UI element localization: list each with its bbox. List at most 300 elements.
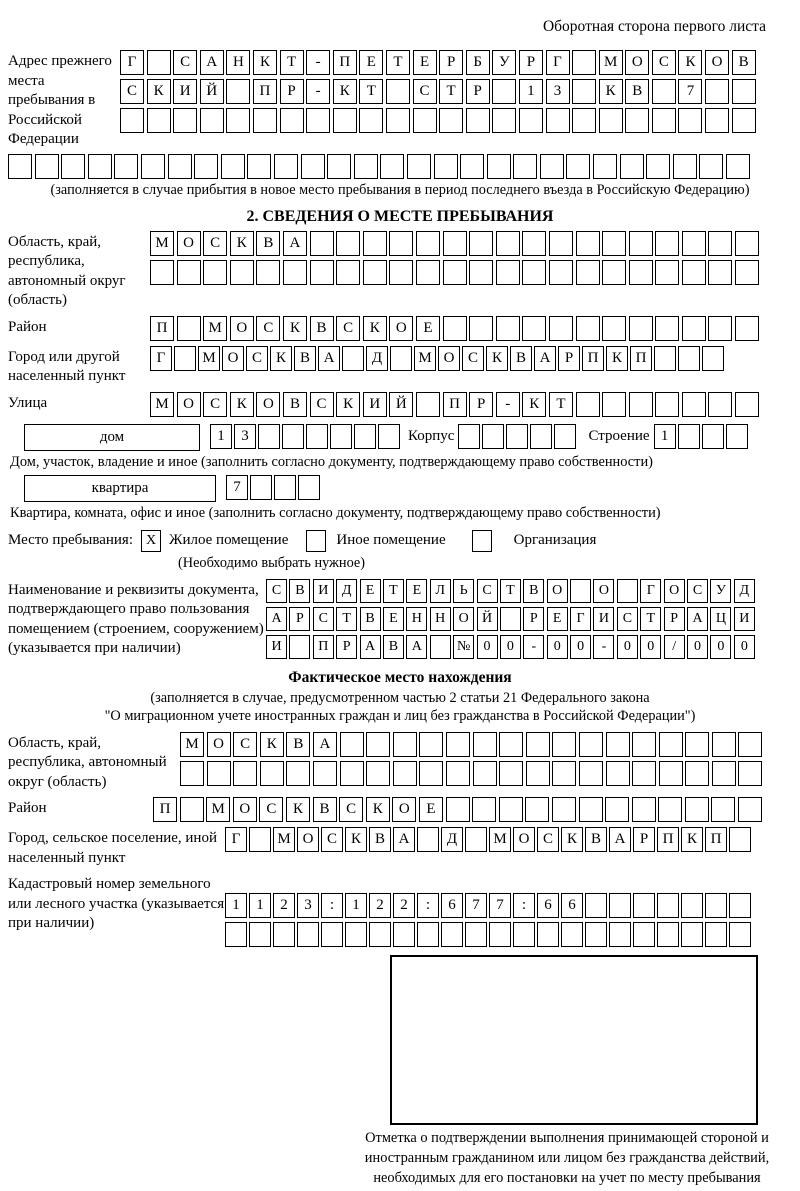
- char-cell[interactable]: [430, 635, 451, 659]
- char-cell[interactable]: С: [203, 231, 227, 256]
- char-cell[interactable]: И: [593, 607, 614, 631]
- char-cell[interactable]: Т: [359, 79, 383, 104]
- char-cell[interactable]: [652, 108, 676, 133]
- char-cell[interactable]: О: [256, 392, 280, 417]
- char-cell[interactable]: [602, 260, 626, 285]
- char-cell[interactable]: К: [270, 346, 292, 371]
- char-cell[interactable]: [609, 893, 631, 918]
- char-cell[interactable]: [354, 424, 376, 449]
- char-cell[interactable]: [465, 922, 487, 947]
- char-cell[interactable]: В: [510, 346, 532, 371]
- char-cell[interactable]: Й: [200, 79, 224, 104]
- char-cell[interactable]: [386, 108, 410, 133]
- checkbox-residential[interactable]: X: [141, 530, 161, 552]
- char-cell[interactable]: [473, 732, 497, 757]
- char-cell[interactable]: [602, 316, 626, 341]
- char-cell[interactable]: [708, 392, 732, 417]
- char-cell[interactable]: В: [289, 579, 310, 603]
- char-cell[interactable]: А: [393, 827, 415, 852]
- char-cell[interactable]: [632, 797, 656, 822]
- char-cell[interactable]: [147, 108, 171, 133]
- char-cell[interactable]: М: [150, 392, 174, 417]
- char-cell[interactable]: Ц: [710, 607, 731, 631]
- char-cell[interactable]: [572, 108, 596, 133]
- char-cell[interactable]: С: [203, 392, 227, 417]
- char-cell[interactable]: [443, 231, 467, 256]
- char-cell[interactable]: Е: [360, 579, 381, 603]
- char-cell[interactable]: С: [652, 50, 676, 75]
- char-cell[interactable]: Г: [120, 50, 144, 75]
- char-cell[interactable]: С: [266, 579, 287, 603]
- char-cell[interactable]: [340, 761, 364, 786]
- char-cell[interactable]: С: [246, 346, 268, 371]
- char-cell[interactable]: Т: [386, 50, 410, 75]
- char-cell[interactable]: [207, 761, 231, 786]
- char-cell[interactable]: Е: [359, 50, 383, 75]
- char-cell[interactable]: [496, 231, 520, 256]
- char-cell[interactable]: [407, 154, 431, 179]
- char-cell[interactable]: [492, 108, 516, 133]
- char-cell[interactable]: [682, 260, 706, 285]
- char-cell[interactable]: [458, 424, 480, 449]
- char-cell[interactable]: [419, 732, 443, 757]
- char-cell[interactable]: [469, 316, 493, 341]
- char-cell[interactable]: А: [360, 635, 381, 659]
- char-cell[interactable]: [659, 732, 683, 757]
- char-cell[interactable]: [552, 761, 576, 786]
- char-cell[interactable]: [585, 893, 607, 918]
- char-cell[interactable]: А: [687, 607, 708, 631]
- char-cell[interactable]: 7: [678, 79, 702, 104]
- char-cell[interactable]: К: [366, 797, 390, 822]
- char-cell[interactable]: О: [177, 231, 201, 256]
- char-cell[interactable]: [177, 260, 201, 285]
- char-cell[interactable]: [465, 827, 487, 852]
- char-cell[interactable]: 0: [687, 635, 708, 659]
- char-cell[interactable]: [443, 260, 467, 285]
- char-cell[interactable]: П: [630, 346, 652, 371]
- char-cell[interactable]: [363, 231, 387, 256]
- char-cell[interactable]: В: [283, 392, 307, 417]
- char-cell[interactable]: [446, 732, 470, 757]
- char-cell[interactable]: [513, 922, 535, 947]
- char-cell[interactable]: Б: [466, 50, 490, 75]
- char-cell[interactable]: [61, 154, 85, 179]
- char-cell[interactable]: Т: [439, 79, 463, 104]
- char-cell[interactable]: К: [230, 392, 254, 417]
- char-cell[interactable]: Т: [549, 392, 573, 417]
- char-cell[interactable]: [310, 260, 334, 285]
- char-cell[interactable]: И: [313, 579, 334, 603]
- char-cell[interactable]: [393, 761, 417, 786]
- char-cell[interactable]: [629, 316, 653, 341]
- char-cell[interactable]: [150, 260, 174, 285]
- char-cell[interactable]: [114, 154, 138, 179]
- char-cell[interactable]: [729, 827, 751, 852]
- char-cell[interactable]: [330, 424, 352, 449]
- char-cell[interactable]: [549, 260, 573, 285]
- char-cell[interactable]: В: [625, 79, 649, 104]
- char-cell[interactable]: [141, 154, 165, 179]
- char-cell[interactable]: [646, 154, 670, 179]
- char-cell[interactable]: Г: [546, 50, 570, 75]
- char-cell[interactable]: [609, 922, 631, 947]
- char-cell[interactable]: Е: [383, 607, 404, 631]
- char-cell[interactable]: М: [414, 346, 436, 371]
- char-cell[interactable]: [593, 154, 617, 179]
- char-cell[interactable]: 1: [519, 79, 543, 104]
- char-cell[interactable]: В: [383, 635, 404, 659]
- char-cell[interactable]: [681, 893, 703, 918]
- char-cell[interactable]: [386, 79, 410, 104]
- char-cell[interactable]: К: [260, 732, 284, 757]
- char-cell[interactable]: К: [678, 50, 702, 75]
- char-cell[interactable]: О: [230, 316, 254, 341]
- char-cell[interactable]: В: [310, 316, 334, 341]
- char-cell[interactable]: [685, 797, 709, 822]
- char-cell[interactable]: [522, 231, 546, 256]
- char-cell[interactable]: [705, 893, 727, 918]
- char-cell[interactable]: [602, 231, 626, 256]
- char-cell[interactable]: И: [266, 635, 287, 659]
- char-cell[interactable]: [566, 154, 590, 179]
- char-cell[interactable]: [681, 922, 703, 947]
- char-cell[interactable]: [499, 761, 523, 786]
- char-cell[interactable]: [620, 154, 644, 179]
- char-cell[interactable]: [380, 154, 404, 179]
- char-cell[interactable]: Н: [430, 607, 451, 631]
- char-cell[interactable]: [738, 732, 762, 757]
- char-cell[interactable]: [230, 260, 254, 285]
- char-cell[interactable]: 2: [369, 893, 391, 918]
- char-cell[interactable]: [168, 154, 192, 179]
- char-cell[interactable]: [203, 260, 227, 285]
- char-cell[interactable]: М: [180, 732, 204, 757]
- char-cell[interactable]: 1: [654, 424, 676, 449]
- char-cell[interactable]: [8, 154, 32, 179]
- char-cell[interactable]: [233, 761, 257, 786]
- char-cell[interactable]: [173, 108, 197, 133]
- char-cell[interactable]: О: [438, 346, 460, 371]
- char-cell[interactable]: [472, 797, 496, 822]
- char-cell[interactable]: [657, 893, 679, 918]
- char-cell[interactable]: 0: [570, 635, 591, 659]
- char-cell[interactable]: [333, 108, 357, 133]
- char-cell[interactable]: 0: [547, 635, 568, 659]
- char-cell[interactable]: Е: [419, 797, 443, 822]
- char-cell[interactable]: [274, 475, 296, 500]
- char-cell[interactable]: [729, 922, 751, 947]
- char-cell[interactable]: К: [230, 231, 254, 256]
- char-cell[interactable]: [496, 316, 520, 341]
- char-cell[interactable]: 2: [393, 893, 415, 918]
- char-cell[interactable]: [576, 260, 600, 285]
- char-cell[interactable]: №: [453, 635, 474, 659]
- char-cell[interactable]: 2: [273, 893, 295, 918]
- char-cell[interactable]: Е: [406, 579, 427, 603]
- char-cell[interactable]: [708, 231, 732, 256]
- char-cell[interactable]: [605, 797, 629, 822]
- char-cell[interactable]: 7: [489, 893, 511, 918]
- char-cell[interactable]: Е: [416, 316, 440, 341]
- char-cell[interactable]: С: [413, 79, 437, 104]
- char-cell[interactable]: А: [318, 346, 340, 371]
- char-cell[interactable]: 7: [465, 893, 487, 918]
- char-cell[interactable]: С: [313, 607, 334, 631]
- char-cell[interactable]: [673, 154, 697, 179]
- char-cell[interactable]: М: [198, 346, 220, 371]
- char-cell[interactable]: [685, 761, 709, 786]
- char-cell[interactable]: К: [599, 79, 623, 104]
- char-cell[interactable]: П: [657, 827, 679, 852]
- char-cell[interactable]: К: [345, 827, 367, 852]
- char-cell[interactable]: К: [522, 392, 546, 417]
- char-cell[interactable]: 0: [617, 635, 638, 659]
- char-cell[interactable]: [499, 797, 523, 822]
- char-cell[interactable]: [549, 231, 573, 256]
- char-cell[interactable]: К: [283, 316, 307, 341]
- char-cell[interactable]: [579, 797, 603, 822]
- char-cell[interactable]: О: [625, 50, 649, 75]
- char-cell[interactable]: [678, 108, 702, 133]
- char-cell[interactable]: Н: [406, 607, 427, 631]
- char-cell[interactable]: [389, 260, 413, 285]
- char-cell[interactable]: [342, 346, 364, 371]
- char-cell[interactable]: [682, 316, 706, 341]
- char-cell[interactable]: [585, 922, 607, 947]
- char-cell[interactable]: О: [664, 579, 685, 603]
- char-cell[interactable]: [466, 108, 490, 133]
- char-cell[interactable]: [369, 922, 391, 947]
- char-cell[interactable]: [705, 79, 729, 104]
- char-cell[interactable]: 6: [441, 893, 463, 918]
- char-cell[interactable]: [417, 827, 439, 852]
- char-cell[interactable]: [554, 424, 576, 449]
- char-cell[interactable]: О: [513, 827, 535, 852]
- char-cell[interactable]: [525, 797, 549, 822]
- char-cell[interactable]: [708, 260, 732, 285]
- char-cell[interactable]: С: [336, 316, 360, 341]
- char-cell[interactable]: 6: [561, 893, 583, 918]
- char-cell[interactable]: К: [333, 79, 357, 104]
- char-cell[interactable]: [629, 392, 653, 417]
- char-cell[interactable]: [708, 316, 732, 341]
- char-cell[interactable]: У: [492, 50, 516, 75]
- char-cell[interactable]: П: [313, 635, 334, 659]
- char-cell[interactable]: К: [606, 346, 628, 371]
- char-cell[interactable]: [499, 732, 523, 757]
- char-cell[interactable]: Ь: [453, 579, 474, 603]
- char-cell[interactable]: 3: [546, 79, 570, 104]
- char-cell[interactable]: О: [297, 827, 319, 852]
- char-cell[interactable]: А: [406, 635, 427, 659]
- char-cell[interactable]: К: [486, 346, 508, 371]
- char-cell[interactable]: [345, 922, 367, 947]
- char-cell[interactable]: Р: [280, 79, 304, 104]
- char-cell[interactable]: С: [687, 579, 708, 603]
- char-cell[interactable]: [88, 154, 112, 179]
- char-cell[interactable]: В: [313, 797, 337, 822]
- char-cell[interactable]: :: [417, 893, 439, 918]
- char-cell[interactable]: [732, 79, 756, 104]
- char-cell[interactable]: [416, 260, 440, 285]
- char-cell[interactable]: В: [585, 827, 607, 852]
- char-cell[interactable]: П: [443, 392, 467, 417]
- char-cell[interactable]: [682, 231, 706, 256]
- char-cell[interactable]: [712, 761, 736, 786]
- char-cell[interactable]: [655, 231, 679, 256]
- char-cell[interactable]: [443, 316, 467, 341]
- char-cell[interactable]: К: [286, 797, 310, 822]
- char-cell[interactable]: [606, 732, 630, 757]
- char-cell[interactable]: [579, 732, 603, 757]
- char-cell[interactable]: [297, 922, 319, 947]
- char-cell[interactable]: [546, 108, 570, 133]
- char-cell[interactable]: С: [537, 827, 559, 852]
- char-cell[interactable]: Д: [441, 827, 463, 852]
- char-cell[interactable]: 1: [249, 893, 271, 918]
- char-cell[interactable]: [657, 922, 679, 947]
- char-cell[interactable]: [632, 761, 656, 786]
- char-cell[interactable]: П: [582, 346, 604, 371]
- char-cell[interactable]: [417, 922, 439, 947]
- char-cell[interactable]: П: [705, 827, 727, 852]
- char-cell[interactable]: Р: [289, 607, 310, 631]
- char-cell[interactable]: [606, 761, 630, 786]
- char-cell[interactable]: :: [321, 893, 343, 918]
- char-cell[interactable]: [321, 922, 343, 947]
- char-cell[interactable]: С: [259, 797, 283, 822]
- char-cell[interactable]: [469, 260, 493, 285]
- char-cell[interactable]: [522, 316, 546, 341]
- char-cell[interactable]: 3: [234, 424, 256, 449]
- char-cell[interactable]: [602, 392, 626, 417]
- char-cell[interactable]: О: [207, 732, 231, 757]
- char-cell[interactable]: [652, 79, 676, 104]
- char-cell[interactable]: А: [534, 346, 556, 371]
- char-cell[interactable]: М: [206, 797, 230, 822]
- char-cell[interactable]: [659, 761, 683, 786]
- char-cell[interactable]: [530, 424, 552, 449]
- char-cell[interactable]: [446, 797, 470, 822]
- char-cell[interactable]: [289, 635, 310, 659]
- char-cell[interactable]: 3: [297, 893, 319, 918]
- char-cell[interactable]: [655, 316, 679, 341]
- char-cell[interactable]: О: [389, 316, 413, 341]
- char-cell[interactable]: [366, 761, 390, 786]
- char-cell[interactable]: С: [477, 579, 498, 603]
- char-cell[interactable]: [226, 79, 250, 104]
- char-cell[interactable]: [226, 108, 250, 133]
- char-cell[interactable]: [732, 108, 756, 133]
- char-cell[interactable]: [702, 424, 724, 449]
- char-cell[interactable]: [298, 475, 320, 500]
- char-cell[interactable]: [336, 231, 360, 256]
- char-cell[interactable]: [120, 108, 144, 133]
- char-cell[interactable]: Й: [477, 607, 498, 631]
- char-cell[interactable]: [537, 922, 559, 947]
- char-cell[interactable]: [552, 797, 576, 822]
- char-cell[interactable]: [313, 761, 337, 786]
- char-cell[interactable]: [336, 260, 360, 285]
- char-cell[interactable]: Т: [383, 579, 404, 603]
- char-cell[interactable]: С: [310, 392, 334, 417]
- char-cell[interactable]: [519, 108, 543, 133]
- char-cell[interactable]: С: [462, 346, 484, 371]
- char-cell[interactable]: К: [147, 79, 171, 104]
- char-cell[interactable]: [522, 260, 546, 285]
- char-cell[interactable]: К: [336, 392, 360, 417]
- char-cell[interactable]: С: [120, 79, 144, 104]
- char-cell[interactable]: [506, 424, 528, 449]
- char-cell[interactable]: [678, 424, 700, 449]
- char-cell[interactable]: [655, 392, 679, 417]
- char-cell[interactable]: -: [593, 635, 614, 659]
- char-cell[interactable]: [705, 108, 729, 133]
- char-cell[interactable]: [200, 108, 224, 133]
- char-cell[interactable]: [249, 827, 271, 852]
- char-cell[interactable]: [678, 346, 700, 371]
- char-cell[interactable]: [738, 797, 762, 822]
- char-cell[interactable]: [253, 108, 277, 133]
- char-cell[interactable]: :: [513, 893, 535, 918]
- char-cell[interactable]: [441, 922, 463, 947]
- char-cell[interactable]: [487, 154, 511, 179]
- char-cell[interactable]: О: [233, 797, 257, 822]
- char-cell[interactable]: П: [150, 316, 174, 341]
- char-cell[interactable]: [177, 316, 201, 341]
- char-cell[interactable]: [572, 79, 596, 104]
- char-cell[interactable]: [655, 260, 679, 285]
- char-cell[interactable]: [378, 424, 400, 449]
- char-cell[interactable]: [549, 316, 573, 341]
- char-cell[interactable]: [225, 922, 247, 947]
- char-cell[interactable]: О: [177, 392, 201, 417]
- char-cell[interactable]: [617, 579, 638, 603]
- char-cell[interactable]: Р: [558, 346, 580, 371]
- char-cell[interactable]: [282, 424, 304, 449]
- char-cell[interactable]: [685, 732, 709, 757]
- char-cell[interactable]: [699, 154, 723, 179]
- char-cell[interactable]: [735, 260, 759, 285]
- char-cell[interactable]: С: [256, 316, 280, 341]
- char-cell[interactable]: [711, 797, 735, 822]
- char-cell[interactable]: К: [681, 827, 703, 852]
- char-cell[interactable]: М: [489, 827, 511, 852]
- char-cell[interactable]: 1: [210, 424, 232, 449]
- char-cell[interactable]: Р: [519, 50, 543, 75]
- char-cell[interactable]: А: [266, 607, 287, 631]
- char-cell[interactable]: Р: [664, 607, 685, 631]
- char-cell[interactable]: [561, 922, 583, 947]
- char-cell[interactable]: А: [609, 827, 631, 852]
- char-cell[interactable]: Д: [336, 579, 357, 603]
- char-cell[interactable]: О: [222, 346, 244, 371]
- char-cell[interactable]: [416, 392, 440, 417]
- char-cell[interactable]: В: [369, 827, 391, 852]
- char-cell[interactable]: [576, 231, 600, 256]
- char-cell[interactable]: [576, 392, 600, 417]
- char-cell[interactable]: [249, 922, 271, 947]
- char-cell[interactable]: О: [547, 579, 568, 603]
- char-cell[interactable]: [194, 154, 218, 179]
- char-cell[interactable]: [301, 154, 325, 179]
- char-cell[interactable]: [579, 761, 603, 786]
- char-cell[interactable]: [273, 922, 295, 947]
- char-cell[interactable]: [306, 108, 330, 133]
- char-cell[interactable]: [221, 154, 245, 179]
- char-cell[interactable]: Й: [389, 392, 413, 417]
